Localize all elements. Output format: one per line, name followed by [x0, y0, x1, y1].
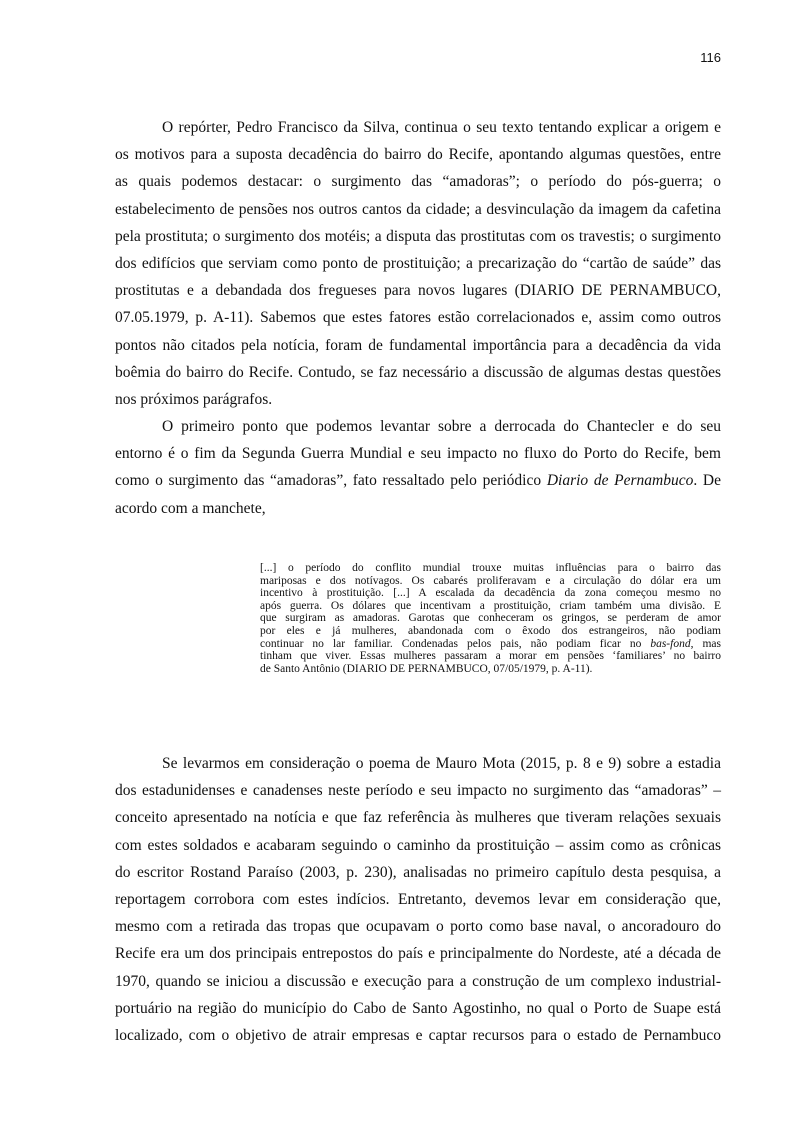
paragraph-line: as quais podemos destacar: o surgimento das “amadoras”; o período do pós-guerra; o: [115, 173, 721, 191]
quote-line: que surgiram as amadoras. Garotas que conheceram os gringos, se perderam de amor: [260, 612, 721, 625]
paragraph-line: do escritor Rostand Paraíso (2003, p. 230), analisadas no primeiro capítulo desta pesquisa, a: [115, 863, 721, 881]
text-run: continuar no lar familiar. Condenadas pelos pais, não podiam ficar no: [260, 637, 651, 650]
paragraph-line: entorno é o fim da Segunda Guerra Mundial e seu impacto no fluxo do Porto do Recife, bem: [115, 445, 721, 463]
paragraph-line: localizado, com o objetivo de atrair empresas e captar recursos para o estado de Pernambuco: [115, 1027, 721, 1045]
quote-line: mariposas e dos notívagos. Os cabarés proliferavam e a circulação do dólar era um: [260, 574, 721, 587]
paragraph-line: mesmo com a retirada das tropas que ocupavam o porto como base naval, o ancoradouro do: [115, 918, 721, 936]
paragraph-line: dos estadunidenses e canadenses neste período e seu impacto no surgimento das “amadoras” –: [115, 782, 721, 800]
paragraph-line: dos edifícios que serviam como ponto de prostituição; a precarização do “cartão de saúde” das: [115, 255, 721, 273]
paragraph-line: 1970, quando se iniciou a discussão e execução para a construção de um complexo industrial-: [115, 972, 721, 990]
paragraph-line: O primeiro ponto que podemos levantar sobre a derrocada do Chantecler e do seu: [162, 418, 721, 435]
paragraph-line: reportagem corrobora com estes indícios. Entretanto, devemos levar em consideração que,: [115, 891, 721, 909]
quote-line: [...] o período do conflito mundial trouxe muitas influências para o bairro das: [260, 562, 721, 574]
page-number: 116: [700, 50, 721, 65]
paragraph-line: Recife era um dos principais entrepostos do país e principalmente do Nordeste, até a década de: [115, 945, 721, 963]
block-quote: [260, 562, 721, 675]
quote-line: após guerra. Os dólares que incentivam a prostituição, criam também uma divisão. E: [260, 599, 721, 612]
paragraph-line: nos próximos parágrafos.: [115, 391, 273, 409]
quote-line: [260, 638, 721, 651]
paragraph-line: acordo com a manchete,: [115, 499, 266, 517]
paragraph-line: os motivos para a suposta decadência do bairro do Recife, apontando algumas questões, entre: [115, 146, 721, 164]
paragraph-line: com estes soldados e acabaram seguindo o caminho da prostituição – assim como as crônicas: [115, 836, 721, 854]
paragraph-line: estabelecimento de pensões nos outros cantos da cidade; a desvinculação da imagem da cafetina: [115, 200, 721, 218]
paragraph-line: [68, 467, 721, 494]
paragraph-line: prostitutas e a debandada dos fregueses para novos lugares (DIARIO DE PERNAMBUCO,: [115, 282, 721, 300]
newspaper-title: Diario de Pernambuco: [546, 472, 694, 490]
quote-line: de Santo Antônio (DIARIO DE PERNAMBUCO, 07/05/1979, p. A-11).: [260, 662, 593, 675]
quote-line: por eles e já mulheres, abandonada com o êxodo dos estrangeiros, não podiam: [260, 624, 721, 637]
text-run: como o surgimento das “amadoras”, fato ressaltado pelo periódico: [115, 472, 547, 490]
paragraph-line: Se levarmos em consideração o poema de Mauro Mota (2015, p. 8 e 9) sobre a estadia: [162, 755, 721, 772]
text-run: , mas: [690, 637, 721, 650]
paragraph-2: [115, 413, 721, 522]
paragraph-line: 07.05.1979, p. A-11). Sabemos que estes fatores estão correlacionados e, assim como outros: [115, 309, 721, 327]
paragraph-line: conceito apresentado na notícia e que faz referência às mulheres que tiveram relações sexuais: [115, 809, 721, 827]
quote-line: tinham que viver. Essas mulheres passaram a morar em pensões ‘familiares’ no bairro: [260, 650, 721, 663]
paragraph-line: portuário na região do município do Cabo de Santo Agostinho, no qual o Porto de Suape está: [115, 999, 721, 1017]
text-run: . De: [693, 472, 721, 490]
paragraph-line: pela prostituta; o surgimento dos motéis; a disputa das prostitutas com os travestis; o surgimento: [115, 227, 721, 245]
italic-term: bas-fond: [650, 637, 691, 650]
paragraph-line: pontos não citados pela notícia, foram de fundamental importância para a decadência da vida: [115, 336, 721, 354]
paragraph-line: O repórter, Pedro Francisco da Silva, continua o seu texto tentando explicar a origem e: [162, 119, 721, 136]
paragraph-3: [115, 750, 721, 1049]
quote-line: incentivo à prostituição. [...] A escalada da decadência da zona começou mesmo no: [260, 587, 721, 600]
paragraph-1: [115, 114, 721, 413]
paragraph-line: boêmia do bairro do Recife. Contudo, se faz necessário a discussão de algumas destas questões: [115, 363, 721, 381]
